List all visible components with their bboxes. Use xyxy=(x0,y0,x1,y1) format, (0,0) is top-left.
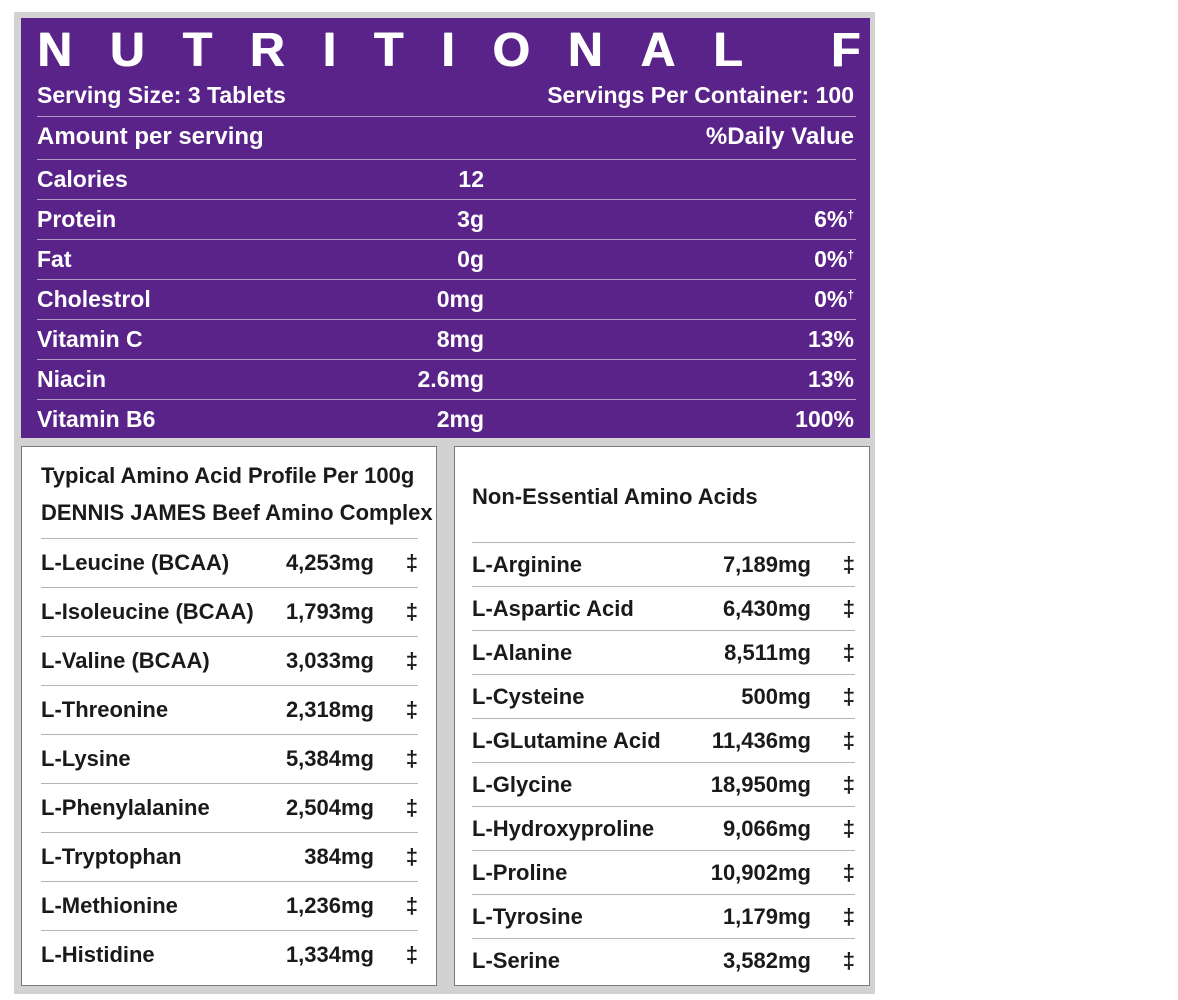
amino-row xyxy=(41,833,418,882)
daily-value-header: %Daily Value xyxy=(705,123,854,150)
amino-amount: 8,511mg xyxy=(724,639,811,665)
double-dagger-mark: ‡ xyxy=(405,942,418,967)
amino-name: L-Methionine xyxy=(41,893,178,918)
nutrient-name: Calories xyxy=(37,166,128,192)
amino-row xyxy=(472,763,855,807)
nutrient-name: Fat xyxy=(37,246,72,272)
amino-amount: 11,436mg xyxy=(711,727,811,753)
nutrient-daily-value: 0%† xyxy=(814,246,854,272)
double-dagger-mark: ‡ xyxy=(405,697,418,722)
double-dagger-mark: ‡ xyxy=(842,903,855,929)
amino-row xyxy=(472,543,855,587)
amino-amount: 9,066mg xyxy=(722,815,811,841)
amino-profile-title-line2: DENNIS JAMES Beef Amino Complex xyxy=(41,500,433,525)
amino-amount: 18,950mg xyxy=(710,771,811,797)
amino-amount: 7,189mg xyxy=(722,551,811,577)
amino-name: L-Hydroxyproline xyxy=(472,815,655,841)
essential-amino-acids-box xyxy=(21,446,437,986)
nutrition-facts-title: NUTRITIONAL FACTS xyxy=(37,24,1178,77)
amino-amount: 500mg xyxy=(741,683,811,709)
nutrient-amount: 8mg xyxy=(436,326,484,352)
double-dagger-mark: ‡ xyxy=(405,746,418,771)
amino-name: L-Aspartic Acid xyxy=(472,595,634,621)
amino-amount: 1,334mg xyxy=(285,942,374,967)
nutrient-amount: 2mg xyxy=(436,406,484,432)
double-dagger-mark: ‡ xyxy=(405,795,418,820)
amino-profile-title-line1: Typical Amino Acid Profile Per 100g xyxy=(41,463,415,488)
double-dagger-mark: ‡ xyxy=(842,859,855,885)
nutrient-amount: 3g xyxy=(457,206,484,232)
nutrient-amount: 12 xyxy=(458,166,484,192)
nutrient-amount: 0mg xyxy=(436,286,484,312)
amino-profile-title xyxy=(41,447,433,539)
nutrient-name: Vitamin C xyxy=(37,326,143,352)
serving-info xyxy=(37,78,856,117)
nutrient-daily-value: 0%† xyxy=(814,286,854,312)
amino-name: L-Lysine xyxy=(41,746,131,771)
amino-amount: 3,033mg xyxy=(285,648,374,673)
double-dagger-mark: ‡ xyxy=(842,551,855,577)
amino-row xyxy=(41,784,418,833)
amino-row xyxy=(472,719,855,763)
nutrient-daily-value: 13% xyxy=(807,326,854,352)
amino-amount: 1,236mg xyxy=(285,893,374,918)
amino-row xyxy=(472,807,855,851)
nutrient-row xyxy=(37,160,856,200)
amino-row xyxy=(41,882,418,931)
nutrient-row xyxy=(37,320,856,360)
amino-name: L-Phenylalanine xyxy=(41,795,210,820)
amino-row xyxy=(41,588,418,637)
amino-name: L-Tyrosine xyxy=(472,903,583,929)
amino-name: L-Serine xyxy=(472,947,561,973)
double-dagger-mark: ‡ xyxy=(842,947,855,973)
amino-name: L-Threonine xyxy=(41,697,169,722)
double-dagger-mark: ‡ xyxy=(842,595,855,621)
amino-row xyxy=(472,587,855,631)
double-dagger-mark: ‡ xyxy=(842,815,855,841)
serving-size: Serving Size: 3 Tablets xyxy=(37,82,286,108)
amino-amount: 1,793mg xyxy=(285,599,374,624)
amino-name: L-Valine (BCAA) xyxy=(41,648,210,673)
amino-row xyxy=(41,735,418,784)
double-dagger-mark: ‡ xyxy=(842,639,855,665)
nutrition-facts-panel xyxy=(21,18,1178,438)
servings-per-container: Servings Per Container: 100 xyxy=(547,82,854,108)
amino-amount: 5,384mg xyxy=(285,746,374,771)
nutrient-row xyxy=(37,240,856,280)
amino-name: L-Histidine xyxy=(41,942,155,967)
amino-amount: 3,582mg xyxy=(722,947,811,973)
double-dagger-mark: ‡ xyxy=(405,893,418,918)
amino-name: L-Glycine xyxy=(472,771,573,797)
amino-name: L-Leucine (BCAA) xyxy=(41,550,230,575)
non-essential-title: Non-Essential Amino Acids xyxy=(472,447,855,543)
nutrient-row xyxy=(37,200,856,240)
double-dagger-mark: ‡ xyxy=(405,844,418,869)
amino-amount: 2,318mg xyxy=(285,697,374,722)
nutrient-amount: 2.6mg xyxy=(417,366,484,392)
nutrition-header xyxy=(37,117,856,160)
double-dagger-mark: ‡ xyxy=(842,683,855,709)
amino-name: L-Cysteine xyxy=(472,683,585,709)
nutrient-row xyxy=(37,280,856,320)
nutrient-name: Protein xyxy=(37,206,117,232)
amino-amount: 384mg xyxy=(304,844,374,869)
amino-row xyxy=(472,851,855,895)
amino-name: L-Isoleucine (BCAA) xyxy=(41,599,254,624)
nutrient-name: Vitamin B6 xyxy=(37,406,156,432)
amino-amount: 2,504mg xyxy=(285,795,374,820)
nutrition-rows xyxy=(37,160,856,439)
amino-row xyxy=(41,686,418,735)
amino-row xyxy=(41,539,418,588)
amino-amount: 6,430mg xyxy=(722,595,811,621)
amino-name: L-GLutamine Acid xyxy=(472,727,661,753)
amount-per-serving-header: Amount per serving xyxy=(37,123,264,150)
amino-row xyxy=(472,939,855,982)
double-dagger-mark: ‡ xyxy=(405,550,418,575)
amino-row xyxy=(472,631,855,675)
amino-row xyxy=(41,931,418,979)
amino-amount: 4,253mg xyxy=(285,550,374,575)
nutrient-row xyxy=(37,400,856,439)
double-dagger-mark: ‡ xyxy=(842,727,855,753)
nutrient-amount: 0g xyxy=(457,246,484,272)
nutrient-daily-value: 100% xyxy=(795,406,854,432)
amino-name: L-Arginine xyxy=(472,551,582,577)
double-dagger-mark: ‡ xyxy=(405,599,418,624)
amino-amount: 10,902mg xyxy=(710,859,811,885)
amino-row xyxy=(472,895,855,939)
nutrient-daily-value: 6%† xyxy=(814,206,854,232)
non-essential-amino-acids-box xyxy=(454,446,870,986)
double-dagger-mark: ‡ xyxy=(405,648,418,673)
amino-amount: 1,179mg xyxy=(722,903,811,929)
amino-name: L-Proline xyxy=(472,859,568,885)
nutrient-name: Cholestrol xyxy=(37,286,151,312)
nutrient-row xyxy=(37,360,856,400)
amino-name: L-Alanine xyxy=(472,639,573,665)
nutrient-name: Niacin xyxy=(37,366,107,392)
amino-row xyxy=(41,637,418,686)
nutrient-daily-value: 13% xyxy=(807,366,854,392)
double-dagger-mark: ‡ xyxy=(842,771,855,797)
amino-name: L-Tryptophan xyxy=(41,844,182,869)
amino-row xyxy=(472,675,855,719)
